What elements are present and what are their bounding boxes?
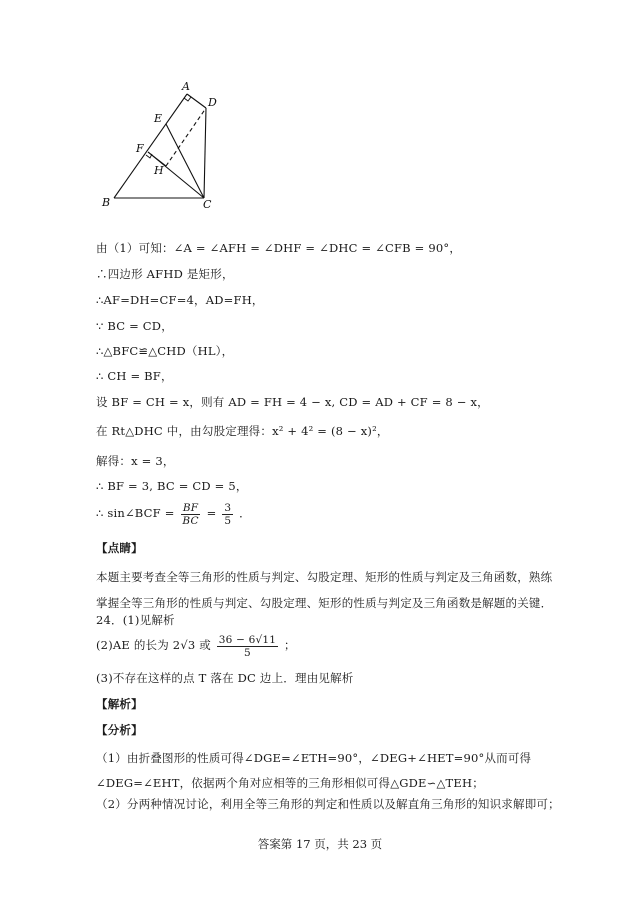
solution-line: ∴ CH = BF， (96, 369, 173, 383)
solution-line: ∴四边形 AFHD 是矩形， (96, 267, 234, 281)
section-heading-fenxi: 【分析】 (96, 723, 143, 737)
fraction-denominator: BC (182, 514, 199, 527)
label-e: E (154, 112, 163, 125)
analysis-paragraph-2: （2）分两种情况讨论，利用全等三角形的判定和性质以及解直角三角形的知识求解即可； (96, 797, 560, 811)
question-24-part2 (96, 632, 556, 659)
label-h: H (154, 164, 164, 177)
section-heading-jiexi: 【解析】 (96, 697, 143, 711)
sin-prefix: ∴ sin∠BCF = (96, 506, 175, 520)
solution-line: ∵ BC = CD， (96, 319, 173, 333)
solution-line: ∴△BFC≌△CHD（HL）， (96, 344, 234, 358)
label-a: A (182, 80, 190, 93)
fraction-denominator: 5 (244, 646, 251, 659)
fraction-numerator: BF (182, 501, 199, 514)
page-footer: 答案第 17 页，共 23 页 (257, 837, 383, 851)
solution-line: 由（1）可知：∠A = ∠AFH = ∠DHF = ∠DHC = ∠CFB = 90°， (96, 241, 462, 255)
geometry-figure (96, 76, 226, 214)
label-c: C (203, 198, 212, 211)
solution-line: ∴ BF = 3, BC = CD = 5， (96, 479, 248, 493)
equals-sign: = (206, 506, 217, 520)
fraction-denominator: 5 (224, 514, 232, 527)
sin-suffix: ． (239, 506, 251, 520)
fraction-numerator: 36 − 6√11 (218, 633, 277, 646)
solution-line: 在 Rt△DHC 中，由勾股定理得：x² + 4² = (8 − x)²， (96, 424, 389, 438)
solution-line: ∴AF=DH=CF=4，AD=FH， (96, 293, 264, 307)
question-24-part1: 24．(1)见解析 (96, 613, 175, 627)
label-d: D (208, 96, 217, 109)
fraction-numerator: 3 (224, 501, 232, 514)
section-heading-dianjing: 【点睛】 (96, 541, 143, 555)
fraction-ae-value (217, 634, 278, 659)
solution-line: 设 BF = CH = x，则有 AD = FH = 4 − x, CD = AD + CF = 8 − x， (96, 395, 489, 409)
ae-suffix: ； (284, 638, 296, 652)
label-b: B (102, 196, 111, 209)
analysis-paragraph-1: （1）由折叠图形的性质可得∠DGE=∠ETH=90°，∠DEG+∠HET=90°从而可得∠DEG=∠EHT，依据两个角对应相等的三角形相似可得△GDE∽△TEH； (96, 751, 532, 790)
ae-prefix: (2)AE 的长为 2√3 或 (96, 638, 211, 652)
sin-equation (96, 500, 556, 527)
fraction-3-5 (222, 502, 233, 527)
label-f: F (136, 142, 144, 155)
triangle-diagram (96, 76, 226, 214)
solution-line: 解得：x = 3， (96, 454, 175, 468)
fraction-bf-bc (180, 502, 200, 527)
question-24-part3: (3)不存在这样的点 T 落在 DC 边上．理由见解析 (96, 671, 354, 685)
summary-paragraph: 本题主要考查全等三角形的性质与判定、勾股定理、矩形的性质与判定及三角函数，熟练掌握全等三角形的性质与判定、勾股定理、矩形的性质与判定及三角函数是解题的关键． (96, 570, 553, 610)
